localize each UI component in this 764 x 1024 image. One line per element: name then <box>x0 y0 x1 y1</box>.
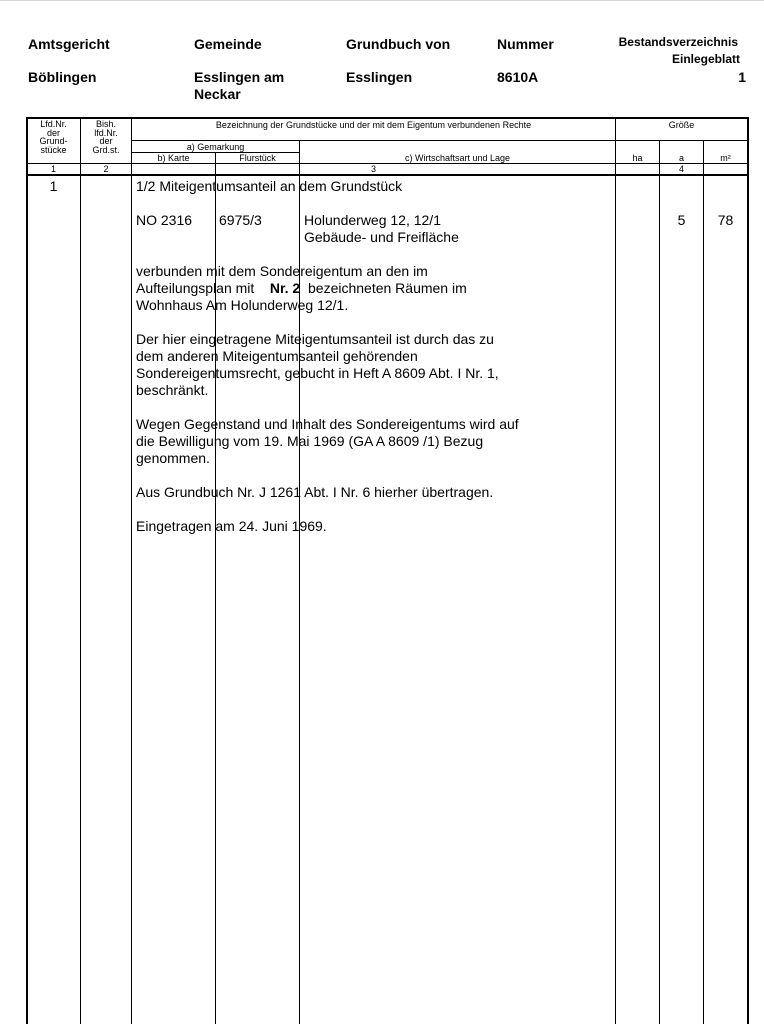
entry-p1-line2: Aufteilungsplan mit Nr. 2 bezeichneten Räumen im <box>136 280 467 296</box>
flurstueck-header: Flurstück <box>239 153 276 163</box>
amtsgericht-value: Böblingen <box>28 69 97 85</box>
bestandsverzeichnis-label: Bestandsverzeichnis <box>618 35 738 49</box>
entry-p4: Aus Grundbuch Nr. J 1261 Abt. I Nr. 6 hierher übertragen. <box>136 484 494 500</box>
col-line-left <box>26 117 28 1024</box>
col-line-a <box>703 140 704 1024</box>
entry-lage-line2: Gebäude- und Freifläche <box>304 229 459 245</box>
entry-p1-line3: Wohnhaus Am Holunderweg 12/1. <box>136 297 349 313</box>
entry-karte: NO 2316 <box>136 212 193 228</box>
ha-header: ha <box>632 153 643 163</box>
lfd-nr-header: Lfd.Nr. der Grund- stücke <box>39 119 68 155</box>
entry-p3-line2: die Bewilligung vom 19. Mai 1969 (GA A 8609 /1) Bezug <box>136 433 484 449</box>
entry-lage-line1: Holunderweg 12, 12/1 <box>304 212 441 228</box>
entry-area-a: 5 <box>677 212 686 228</box>
grundbuch-label: Grundbuch von <box>346 36 451 52</box>
gemarkung-header: a) Gemarkung <box>186 142 245 152</box>
col-number-3: 3 <box>370 164 376 174</box>
col-number-1: 1 <box>50 164 56 174</box>
entry-p2-line1: Der hier eingetragene Miteigentumsanteil ist durch das zu <box>136 331 494 347</box>
unit-number: Nr. 2 <box>269 280 301 296</box>
einlegeblatt-value: 1 <box>738 69 746 85</box>
entry-p3-line1: Wegen Gegenstand und Inhalt des Sondereigentums wird auf <box>136 416 519 432</box>
m2-header: m² <box>720 153 731 163</box>
gemeinde-value-line2: Neckar <box>194 86 241 102</box>
nummer-value: 8610A <box>497 69 539 85</box>
groesse-header: Größe <box>668 120 695 130</box>
col-number-2: 2 <box>103 164 109 174</box>
entry-p2-line4: beschränkt. <box>136 382 209 398</box>
col-line-3 <box>615 117 616 1024</box>
einlegeblatt-label: Einlegeblatt <box>671 52 740 66</box>
nummer-label: Nummer <box>497 36 554 52</box>
entry-p1-line1: verbunden mit dem Sondereigentum an den im <box>136 263 428 279</box>
col-line-2 <box>131 117 132 1024</box>
entry-p2-line2: dem anderen Miteigentumsanteil gehörenden <box>136 348 418 364</box>
bezeichnung-header: Bezeichnung der Grundstücke und der mit dem Eigentum verbundenen Rechte <box>215 120 532 130</box>
gemeinde-label: Gemeinde <box>194 36 262 52</box>
entry-anteil: 1/2 Miteigentumsanteil an dem Grundstück <box>136 178 403 194</box>
gemeinde-value-line1: Esslingen am <box>194 69 285 85</box>
header-bottom-border <box>26 174 748 176</box>
entry-p5: Eingetragen am 24. Juni 1969. <box>136 518 327 534</box>
entry-flurstueck: 6975/3 <box>219 212 262 228</box>
bish-lfd-nr-header: Bish. lfd.Nr. der Grd.st. <box>92 119 120 155</box>
a-header: a <box>678 153 684 163</box>
grundbuch-value: Esslingen <box>346 69 413 85</box>
col-line-1 <box>80 117 81 1024</box>
header-divider-sub <box>132 140 748 141</box>
col-line-ha <box>659 140 660 1024</box>
entry-p2-line3: Sondereigentumsrecht, gebucht in Heft A 8609 Abt. I Nr. 1, <box>136 365 499 381</box>
entry-lfd-nr: 1 <box>49 178 58 194</box>
entry-p3-line3: genommen. <box>136 450 210 466</box>
top-border <box>0 0 764 1</box>
wirtschaftsart-header: c) Wirtschaftsart und Lage <box>404 153 511 163</box>
table-top-border <box>26 117 748 119</box>
col-number-4: 4 <box>678 164 684 174</box>
amtsgericht-label: Amtsgericht <box>28 36 110 52</box>
entry-area-m2: 78 <box>717 212 734 228</box>
karte-header: b) Karte <box>157 153 190 163</box>
col-line-right <box>747 117 749 1024</box>
header-divider-labels <box>26 163 748 164</box>
